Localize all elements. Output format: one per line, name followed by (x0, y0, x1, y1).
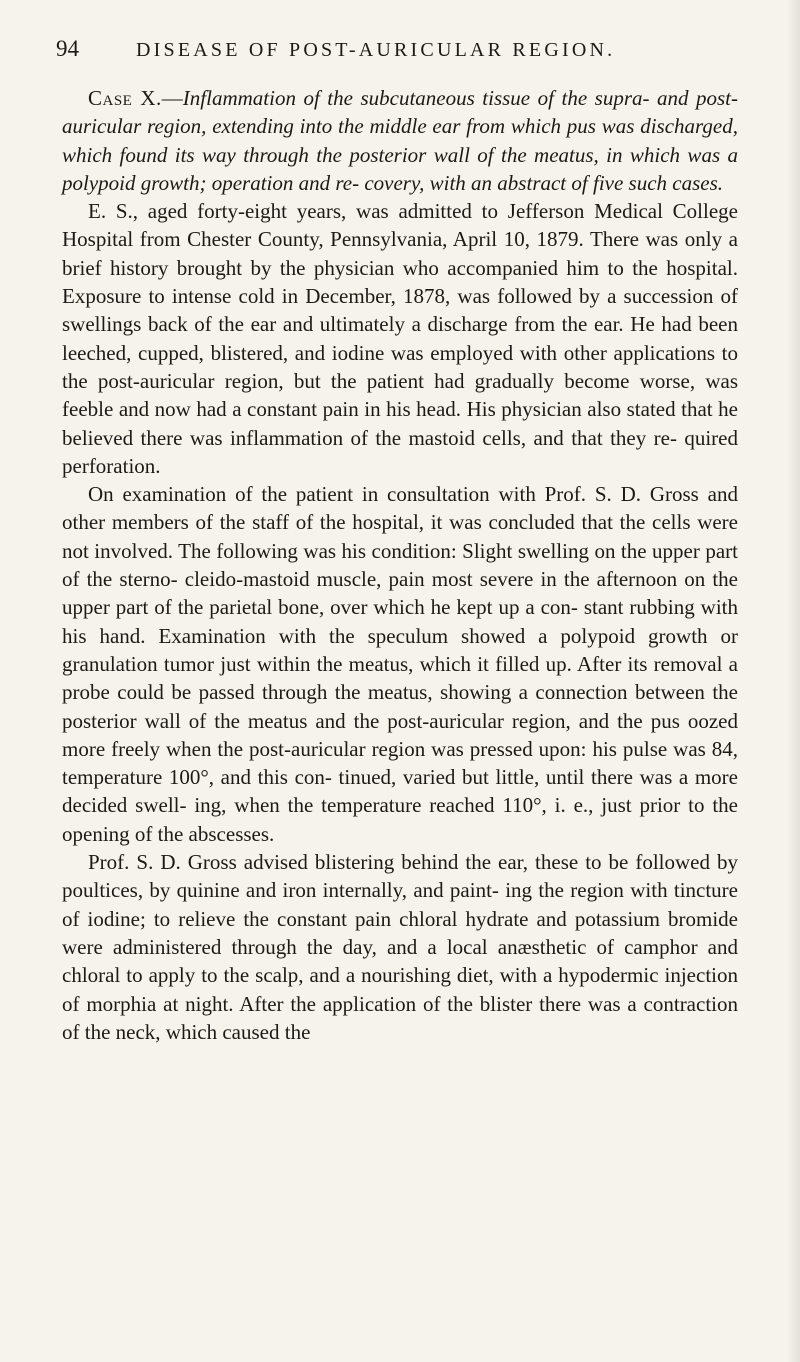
case-label: Case X. (88, 86, 162, 110)
paragraph-treatment: Prof. S. D. Gross advised blistering behind the ear, these to be followed by poultices, by quinine and iron internally, and paint- ing the region with tincture of iodine; to relieve the constant pain chloral hydrate and potassium bromide were administered through the day, and a local anæsthetic of camphor and chloral to apply to the scalp, and a nourishing diet, with a hypodermic injection of morphia at night. After the application of the blister there was a contraction of the neck, which caused the (62, 850, 738, 1044)
paragraph-examination: On examination of the patient in consultation with Prof. S. D. Gross and other members of the staff of the hospital, it was concluded that the cells were not involved. The following was his condition: Slight swelling on the upper part of the sterno- cleido-mastoid muscle, pain most severe in the afternoon on the upper part of the parietal bone, over which he kept up a con- stant rubbing with his hand. Examination with the speculum showed a polypoid growth or granulation tumor just within the meatus, which it filled up. After its removal a probe could be passed through the meatus, showing a connection between the posterior wall of the meatus and the post-auricular region, and the pus oozed more freely when the post-auricular region was pressed upon: his pulse was 84, temperature 100°, and this con- tinued, varied but little, until there was a more decided swell- ing, when the temperature reached 110°, i. e., just prior to the opening of the abscesses. (62, 482, 738, 846)
case-heading (62, 84, 738, 197)
running-head (56, 36, 738, 76)
case-dash: — (161, 86, 183, 110)
page-number: 94 (56, 36, 79, 61)
page-edge-shadow (786, 0, 800, 1362)
running-title: DISEASE OF POST-AURICULAR REGION. (136, 39, 616, 61)
case-title: Inflammation of the subcutaneous tissue of the supra- and post-auricular region, extending into the middle ear from which pus was discharged, which found its way through the posterior wall of the meatus, in which was a polypoid growth; operation and re- covery, with an abstract of five such cases. (62, 86, 739, 195)
paragraph-history: E. S., aged forty-eight years, was admitted to Jefferson Medical College Hospital from Chester County, Pennsylvania, April 10, 1879. There was only a brief history brought by the physician who accompanied him to the hospital. Exposure to intense cold in December, 1878, was followed by a succession of swellings back of the ear and ultimately a discharge from the ear. He had been leeched, cupped, blistered, and iodine was employed with other applications to the post-auricular region, but the patient had gradually become worse, was feeble and now had a constant pain in his head. His physician also stated that he believed there was inflammation of the mastoid cells, and that they re- quired perforation. (62, 199, 738, 478)
body-text (62, 84, 738, 1046)
